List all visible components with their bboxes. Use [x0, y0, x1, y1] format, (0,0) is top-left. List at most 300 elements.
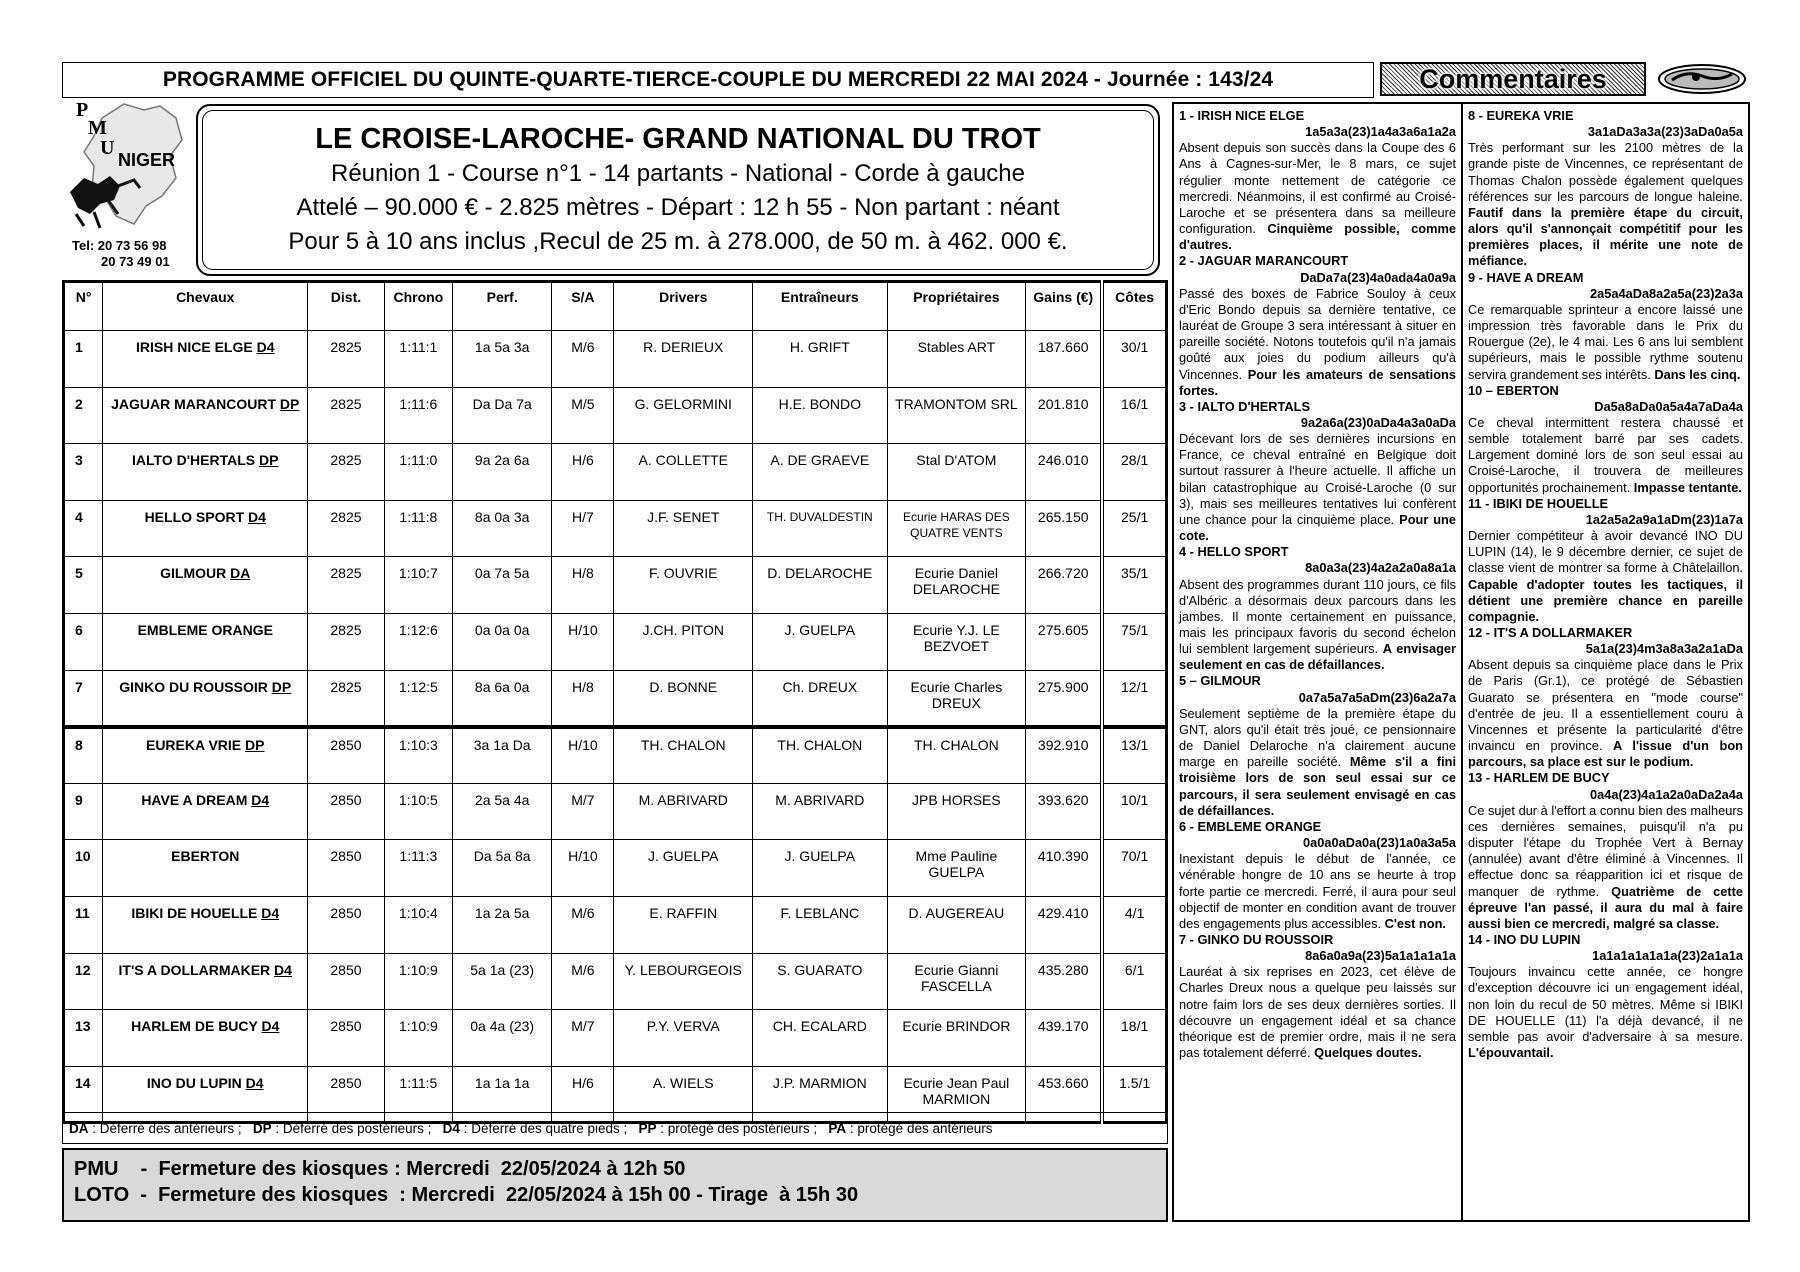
comment-body: Inexistant depuis le début de l'année, ce vénérable hongre de 10 ans se heurte à trop forte partie ce mercredi. Ferré, il aura pour seul objectif de monter en condition avant de trouver des engagements plus accessibles.	[1179, 851, 1456, 931]
table-row	[64, 500, 1167, 557]
cell-sa: H/8	[552, 670, 614, 727]
cell-num: 14	[64, 1066, 103, 1123]
cell-driver: M. ABRIVARD	[614, 783, 753, 840]
telephone-1: Tel: 20 73 56 98	[72, 238, 167, 253]
comment-verdict: Impasse tentante.	[1633, 479, 1742, 495]
shoeing-tag: DP	[279, 395, 300, 412]
cell-gains: 275.605	[1026, 613, 1103, 670]
comment-heading: 6 - EMBLEME ORANGE	[1179, 818, 1322, 834]
cell-owner: Ecurie Daniel DELAROCHE	[887, 557, 1026, 614]
runners-table	[62, 280, 1168, 1124]
loto-closing: LOTO - Fermeture des kiosques : Mercredi 22/05/2024 à 15h 00 - Tirage à 15h 30	[74, 1184, 859, 1206]
comment-heading: 10 – EBERTON	[1468, 382, 1559, 398]
cell-sa: M/6	[552, 896, 614, 953]
cell-driver: A. WIELS	[614, 1066, 753, 1123]
cell-chrono: 1:12:5	[384, 670, 452, 727]
comment-heading: 14 - INO DU LUPIN	[1468, 931, 1581, 947]
cell-num: 13	[64, 1010, 103, 1067]
shoeing-tag: D4	[261, 904, 280, 921]
table-row	[64, 896, 1167, 953]
cell-odds: 6/1	[1102, 953, 1166, 1010]
shoeing-tag: DP	[271, 678, 292, 695]
horse-name: HAVE A DREAM	[141, 791, 248, 808]
cell-horse	[103, 670, 308, 727]
race-info-box	[196, 104, 1160, 276]
comment-verdict: A l'issue d'un bon parcours, sa place est sur le podium.	[1468, 738, 1743, 770]
cell-gains: 392.910	[1026, 727, 1103, 784]
comment-performances: 5a1a(23)4m3a8a3a2a1aDa	[1585, 641, 1743, 657]
comment-body: Absent des programmes durant 110 jours, ce fils d'Albéric a désormais deux parcours dans les jambes. Il monte certainement en puissance, mais les principaux favoris du second échelon lui semblent largement supérieurs.	[1179, 576, 1456, 657]
comment-text	[1179, 706, 1456, 819]
cell-odds: 75/1	[1102, 613, 1166, 670]
cell-sa: H/6	[552, 1066, 614, 1123]
legend-text: : protégé des antérieurs	[846, 1120, 993, 1136]
comment-performances: 8a6a0a9a(23)5a1a1a1a1a	[1305, 948, 1456, 964]
comment-body: Toujours invaincu cette année, ce hongre d'exception découvre ici un engagement idéal, non loin du recul de 50 mètres. Même si IBIKI DE HOUELLE (11) l'a déjà devancé, il ne semble pas avoir d'adversaire à sa mesure.	[1468, 964, 1743, 1044]
comment-text	[1179, 286, 1456, 399]
cell-odds: 16/1	[1102, 387, 1166, 444]
cell-gains: 435.280	[1026, 953, 1103, 1010]
legend-code: DP	[252, 1120, 272, 1136]
cell-sa: H/10	[552, 840, 614, 897]
closing-times-box	[62, 1148, 1168, 1222]
cell-trainer: J. GUELPA	[753, 840, 888, 897]
cell-driver: J.F. SENET	[614, 500, 753, 557]
programme-title-text: PROGRAMME OFFICIEL DU QUINTE-QUARTE-TIERCE-COUPLE DU MERCREDI 22 MAI 2024 - Journée : 143/24	[162, 68, 1274, 91]
comment-text	[1179, 431, 1456, 544]
comment-performances: 2a5a4aDa8a2a5a(23)2a3a	[1590, 285, 1743, 301]
table-header-row	[64, 282, 1167, 331]
cell-owner: Stables ART	[887, 331, 1026, 388]
cell-perf: 0a 0a 0a	[453, 613, 552, 670]
cell-owner: Ecurie Gianni FASCELLA	[887, 953, 1026, 1010]
col-num: N°	[64, 282, 103, 331]
comment-performances: 0a7a5a7a5aDm(23)6a2a7a	[1298, 689, 1456, 705]
table-row	[64, 670, 1167, 727]
comment-heading: 7 - GINKO DU ROUSSOIR	[1179, 931, 1334, 947]
table-row	[64, 557, 1167, 614]
telephone-2: 20 73 49 01	[101, 254, 170, 269]
horse-name: GINKO DU ROUSSOIR	[119, 678, 268, 695]
cell-dist: 2850	[308, 727, 385, 784]
cell-trainer: A. DE GRAEVE	[753, 444, 888, 501]
cell-horse	[103, 727, 308, 784]
comment-performances: 8a0a3a(23)4a2a2a0a8a1a	[1305, 560, 1456, 576]
cell-horse	[103, 444, 308, 501]
comment-verdict: Dans les cinq.	[1654, 366, 1741, 382]
comment-performances: 9a2a6a(23)0aDa4a3a0aDa	[1300, 414, 1456, 430]
cell-odds: 18/1	[1102, 1010, 1166, 1067]
comments-header	[1380, 62, 1646, 96]
table-row	[64, 387, 1167, 444]
cell-sa: H/8	[552, 557, 614, 614]
comment-body: Ce sujet dur à l'effort a connu bien des malheurs ces dernières semaines, puisqu'il n'a pu disputer l'étape du Trophée Vert à Bernay (annulée) avant d'être éliminé à Vincennes. Il effectue donc sa réapparition ici et risque de manquer de rythme.	[1468, 802, 1743, 899]
cell-horse	[103, 783, 308, 840]
comment-body: Absent depuis son succès dans la Coupe des 6 Ans à Cagnes-sur-Mer, le 8 mars, ce sujet régulier monte nettement de catégorie ce mercredi. Néanmoins, il est confirmé au Croisé-Laroche et se présentera dans sa meilleure configuration.	[1179, 140, 1456, 237]
comment-verdict: Quatrième de cette épreuve l'an passé, il aura du mal à faire aussi bien ce mercredi, malgré sa classe.	[1468, 883, 1744, 931]
cell-gains: 201.810	[1026, 387, 1103, 444]
shoeing-tag: D4	[251, 791, 270, 808]
table-row	[64, 783, 1167, 840]
comment-verdict: Pour les amateurs de sensations fortes.	[1179, 366, 1456, 398]
cell-trainer: H. GRIFT	[753, 331, 888, 388]
cell-horse	[103, 1010, 308, 1067]
logo-letter-p: P	[76, 99, 89, 121]
cell-chrono: 1:11:8	[384, 500, 452, 557]
cell-horse	[103, 613, 308, 670]
cell-odds: 35/1	[1102, 557, 1166, 614]
legend-code: PA	[828, 1120, 847, 1136]
cell-dist: 2850	[308, 896, 385, 953]
cell-odds: 28/1	[1102, 444, 1166, 501]
cell-horse	[103, 953, 308, 1010]
cell-dist: 2850	[308, 953, 385, 1010]
cell-odds: 30/1	[1102, 331, 1166, 388]
race-details-3: Pour 5 à 10 ans inclus ,Recul de 25 m. à 278.000, de 50 m. à 462. 000 €.	[288, 228, 1068, 255]
comments-panel	[1172, 102, 1750, 1222]
cell-trainer: J. GUELPA	[753, 613, 888, 670]
comment-heading: 12 - IT'S A DOLLARMAKER	[1468, 625, 1633, 640]
comments-column-2	[1461, 104, 1748, 1220]
comment-text	[1468, 657, 1743, 770]
comment-performances: 1a2a5a2a9a1aDm(23)1a7a	[1585, 511, 1743, 527]
cell-owner: Stal D'ATOM	[887, 444, 1026, 501]
comment-body: Passé des boxes de Fabrice Souloy à ceux d'Eric Bondo depuis sa dernière tentative, ce lauréat de Groupe 3 sera intéressant à situer en pareille société. Notons toutefois qu'il n'a jamais goûté aux joies du podium ailleurs qu'à Vincennes.	[1179, 285, 1456, 382]
comment-verdict: Quelques doutes.	[1314, 1045, 1422, 1061]
oval-logo-icon	[1656, 62, 1748, 96]
horse-name: GILMOUR	[160, 565, 227, 582]
cell-sa: M/7	[552, 1010, 614, 1067]
shoeing-tag: DP	[259, 452, 279, 469]
cell-dist: 2825	[308, 670, 385, 727]
cell-dist: 2850	[308, 1066, 385, 1123]
cell-gains: 410.390	[1026, 840, 1103, 897]
cell-driver: Y. LEBOURGEOIS	[614, 953, 753, 1010]
comment-text	[1179, 964, 1456, 1061]
comment-body: Lauréat à six reprises en 2023, cet élève de Charles Dreux nous a quelque peu laissés sur notre faim lors de ses deux dernières sorties. Il découvre un engagement idéal et sa chance théorique est de premier ordre, mais il ne sera pas totalement déferré.	[1179, 964, 1456, 1061]
cell-perf: 3a 1a Da	[453, 727, 552, 784]
cell-chrono: 1:11:1	[384, 331, 452, 388]
col-owners: Propriétaires	[887, 282, 1026, 331]
comment-performances: DaDa7a(23)4a0ada4a0a9a	[1300, 269, 1456, 285]
cell-trainer: D. DELAROCHE	[753, 557, 888, 614]
cell-owner: Ecurie BRINDOR	[887, 1010, 1026, 1067]
cell-sa: M/6	[552, 331, 614, 388]
cell-owner: TH. CHALON	[887, 727, 1026, 784]
horse-name: IRISH NICE ELGE	[136, 339, 253, 355]
comment-performances: 0a4a(23)4a1a2a0aDa2a4a	[1590, 786, 1743, 802]
cell-chrono: 1:10:4	[384, 896, 452, 953]
col-gains: Gains (€)	[1026, 282, 1103, 331]
cell-perf: 1a 5a 3a	[453, 331, 552, 388]
col-horse: Chevaux	[103, 282, 308, 331]
cell-num: 7	[64, 670, 103, 727]
cell-owner: D. AUGEREAU	[887, 896, 1026, 953]
cell-gains: 429.410	[1026, 896, 1103, 953]
cell-dist: 2850	[308, 840, 385, 897]
logo-letter-u: U	[100, 137, 115, 159]
col-drivers: Drivers	[614, 282, 753, 331]
comment-heading: 8 - EUREKA VRIE	[1468, 108, 1574, 123]
cell-dist: 2825	[308, 387, 385, 444]
cell-num: 3	[64, 444, 103, 501]
race-title: LE CROISE-LAROCHE- GRAND NATIONAL DU TROT	[315, 123, 1041, 155]
cell-horse	[103, 557, 308, 614]
horse-name: JAGUAR MARANCOURT	[111, 395, 277, 412]
cell-trainer: F. LEBLANC	[753, 896, 888, 953]
horse-name: EBERTON	[171, 848, 240, 865]
logo-niger: NIGER	[118, 150, 176, 170]
comment-performances: Da5a8aDa0a5a4a7aDa4a	[1594, 398, 1743, 414]
comment-text	[1468, 964, 1743, 1061]
cell-num: 2	[64, 387, 103, 444]
cell-perf: 1a 2a 5a	[453, 896, 552, 953]
cell-gains: 265.150	[1026, 500, 1103, 557]
cell-perf: 9a 2a 6a	[453, 444, 552, 501]
table-row	[64, 444, 1167, 501]
cell-chrono: 1:10:9	[384, 1010, 452, 1067]
cell-dist: 2850	[308, 783, 385, 840]
comment-verdict: Pour une cote.	[1179, 511, 1456, 544]
cell-num: 4	[64, 500, 103, 557]
table-row	[64, 727, 1167, 784]
cell-trainer: CH. ECALARD	[753, 1010, 888, 1067]
cell-gains: 393.620	[1026, 783, 1103, 840]
table-row	[64, 1010, 1167, 1067]
cell-sa: H/10	[552, 613, 614, 670]
comments-header-text: Commentaires	[1419, 63, 1607, 94]
table-row	[64, 953, 1167, 1010]
cell-gains: 246.010	[1026, 444, 1103, 501]
cell-trainer: M. ABRIVARD	[753, 783, 888, 840]
legend-code: PP	[638, 1120, 657, 1136]
cell-horse	[103, 896, 308, 953]
comment-performances: 0a0a0aDa0a(23)1a0a3a5a	[1303, 835, 1456, 851]
comment-body: Absent depuis sa cinquième place dans le Prix de Paris (Gr.1), ce protégé de Sébastien Guarato se présentera en "mode course" d'entrée de jeu. Il a essentiellement couru à Vincennes et présente la particularité d'être invaincu en province.	[1468, 657, 1743, 754]
cell-dist: 2825	[308, 613, 385, 670]
comment-performances: 3a1aDa3a3a(23)3aDa0a5a	[1587, 124, 1743, 140]
comment-body: Décevant lors de ses dernières incursions en France, ce cheval entraîné en Belgique doit surtout rassurer à l'heure actuelle. Il affiche un bilan catastrophique au Croisé-Laroche (0 sur 3), mais ses meilleures tentatives lui confèrent une chance pour la cinquième place.	[1179, 431, 1456, 527]
horse-name: HELLO SPORT	[144, 508, 245, 525]
cell-perf: 8a 6a 0a	[453, 670, 552, 727]
cell-trainer: Ch. DREUX	[753, 670, 888, 727]
cell-sa: M/6	[552, 953, 614, 1010]
cell-num: 12	[64, 953, 103, 1010]
comment-body: Très performant sur les 2100 mètres de la grande piste de Vincennes, ce représentant de Thomas Chalon possède également quelques références sur les parcours de longue haleine.	[1468, 140, 1743, 204]
cell-owner: TRAMONTOM SRL	[887, 387, 1026, 444]
cell-driver: TH. CHALON	[614, 727, 753, 784]
comment-body: Ce remarquable sprinteur a encore laissé une impression très favorable dans le Prix du Rouergue (2e), le 4 mai. Les 6 ans lui semblent supérieurs, mais le possible rythme soutenu servira grandement ses intérêts.	[1468, 301, 1743, 382]
comment-performances: 1a5a3a(23)1a4a3a6a1a2a	[1305, 124, 1456, 140]
cell-horse	[103, 331, 308, 388]
horse-name: IT'S A DOLLARMAKER	[118, 961, 271, 978]
comment-verdict: Même s'il a fini troisième lors de son seul essai sur ce parcours, il sera seulement envisagé en cas de défaillances.	[1179, 754, 1456, 818]
shoeing-tag: D4	[245, 1074, 264, 1091]
comment-verdict: L'épouvantail.	[1468, 1045, 1554, 1061]
programme-title	[62, 62, 1374, 98]
cell-odds: 13/1	[1102, 727, 1166, 784]
cell-chrono: 1:11:0	[384, 444, 452, 501]
logo-letter-m: M	[88, 117, 107, 139]
cell-num: 11	[64, 896, 103, 953]
comment-verdict: C'est non.	[1384, 915, 1446, 931]
cell-odds: 4/1	[1102, 896, 1166, 953]
comment-body: Ce cheval intermittent restera chaussé et semble totalement barré par ses cadets. Largement dominé lors de son seul essai au Croisé-Laroche, il trouvera de meilleures opportunités prochainement.	[1468, 414, 1743, 495]
cell-owner: Mme Pauline GUELPA	[887, 840, 1026, 897]
comment-heading: 2 - JAGUAR MARANCOURT	[1179, 253, 1349, 269]
cell-chrono: 1:10:5	[384, 783, 452, 840]
horse-name: IBIKI DE HOUELLE	[131, 904, 258, 921]
cell-trainer: S. GUARATO	[753, 953, 888, 1010]
legend-code: DA	[69, 1120, 89, 1136]
cell-num: 8	[64, 727, 103, 784]
legend-text: : protégé des postérieurs ;	[656, 1120, 829, 1136]
cell-perf: 1a 1a 1a	[453, 1066, 552, 1123]
shoeing-tag: D4	[256, 339, 275, 355]
pmu-niger-logo	[64, 96, 194, 236]
cell-horse	[103, 840, 308, 897]
comment-text	[1179, 140, 1456, 253]
cell-num: 10	[64, 840, 103, 897]
shoeing-tag: DP	[245, 736, 265, 753]
cell-gains: 453.660	[1026, 1066, 1103, 1123]
cell-chrono: 1:11:6	[384, 387, 452, 444]
comment-text	[1179, 851, 1456, 932]
legend-text: : Déferré des antérieurs ;	[88, 1120, 253, 1136]
table-row	[64, 613, 1167, 670]
cell-num: 6	[64, 613, 103, 670]
col-odds: Côtes	[1102, 282, 1166, 331]
race-details-1: Réunion 1 - Course n°1 - 14 partants - National - Corde à gauche	[331, 160, 1025, 187]
comment-verdict: Fautif dans la première étape du circuit, alors qu'il s'annonçait compétitif pour les premières places, il mérite une note de méfiance.	[1468, 204, 1743, 269]
table-row	[64, 840, 1167, 897]
cell-sa: H/7	[552, 500, 614, 557]
cell-dist: 2825	[308, 557, 385, 614]
cell-gains: 266.720	[1026, 557, 1103, 614]
cell-perf: 0a 7a 5a	[453, 557, 552, 614]
legend-text: : Déferré des quatre pieds ;	[459, 1120, 639, 1136]
comment-text	[1468, 415, 1743, 496]
comment-text	[1468, 803, 1743, 932]
cell-perf: 8a 0a 3a	[453, 500, 552, 557]
cell-driver: J.CH. PITON	[614, 613, 753, 670]
cell-chrono: 1:10:3	[384, 727, 452, 784]
cell-chrono: 1:10:7	[384, 557, 452, 614]
horse-name: EUREKA VRIE	[145, 736, 242, 753]
comments-column-1	[1174, 104, 1461, 1220]
comment-performances: 1a1a1a1a1a1a(23)2a1a1a	[1592, 948, 1743, 964]
shoeing-legend	[62, 1112, 1168, 1144]
cell-driver: F. OUVRIE	[614, 557, 753, 614]
cell-driver: P.Y. VERVA	[614, 1010, 753, 1067]
cell-chrono: 1:10:9	[384, 953, 452, 1010]
cell-driver: A. COLLETTE	[614, 444, 753, 501]
cell-sa: M/7	[552, 783, 614, 840]
cell-owner: JPB HORSES	[887, 783, 1026, 840]
cell-horse	[103, 500, 308, 557]
comment-heading: 3 - IALTO D'HERTALS	[1179, 398, 1311, 414]
col-dist: Dist.	[308, 282, 385, 331]
col-sa: S/A	[552, 282, 614, 331]
cell-gains: 187.660	[1026, 331, 1103, 388]
comment-heading: 1 - IRISH NICE ELGE	[1179, 108, 1305, 123]
comment-heading: 13 - HARLEM DE BUCY	[1468, 770, 1610, 786]
cell-perf: Da 5a 8a	[453, 840, 552, 897]
telephone-block	[72, 238, 170, 270]
cell-dist: 2850	[308, 1010, 385, 1067]
comment-verdict: Cinquième possible, comme d'autres.	[1179, 221, 1456, 253]
table-row	[64, 331, 1167, 388]
cell-horse	[103, 387, 308, 444]
cell-num: 1	[64, 331, 103, 388]
comment-text	[1468, 140, 1743, 269]
cell-sa: H/10	[552, 727, 614, 784]
cell-driver: E. RAFFIN	[614, 896, 753, 953]
cell-chrono: 1:11:3	[384, 840, 452, 897]
cell-gains: 439.170	[1026, 1010, 1103, 1067]
cell-owner: Ecurie Charles DREUX	[887, 670, 1026, 727]
cell-sa: H/6	[552, 444, 614, 501]
cell-chrono: 1:12:6	[384, 613, 452, 670]
legend-text: : Déferré des postérieurs ;	[271, 1120, 443, 1136]
comment-verdict: Capable d'adopter toutes les tactiques, il détient une première chance en pareille compagnie.	[1468, 576, 1743, 624]
shoeing-tag: D4	[274, 961, 292, 978]
comment-heading: 4 - HELLO SPORT	[1179, 544, 1289, 560]
horse-name: EMBLEME ORANGE	[137, 621, 273, 638]
legend-code: D4	[442, 1120, 460, 1136]
comment-heading: 11 - IBIKI DE HOUELLE	[1468, 495, 1609, 511]
cell-dist: 2825	[308, 444, 385, 501]
cell-perf: 0a 4a (23)	[453, 1010, 552, 1067]
comment-text	[1179, 577, 1456, 674]
comment-body: Dernier compétiteur à avoir devancé INO DU LUPIN (14), le 9 décembre dernier, ce sujet de classe vient de montrer sa forme à Châtelaillon.	[1468, 528, 1743, 576]
cell-driver: J. GUELPA	[614, 840, 753, 897]
comment-text	[1468, 302, 1743, 383]
shoeing-tag: DA	[230, 565, 251, 582]
cell-trainer: TH. CHALON	[753, 727, 888, 784]
cell-owner: Ecurie Jean Paul MARMION	[887, 1066, 1026, 1123]
cell-chrono: 1:11:5	[384, 1066, 452, 1123]
cell-num: 9	[64, 783, 103, 840]
comment-heading: 9 - HAVE A DREAM	[1468, 269, 1584, 285]
comment-heading: 5 – GILMOUR	[1179, 673, 1261, 689]
cell-odds: 25/1	[1102, 500, 1166, 557]
cell-driver: G. GELORMINI	[614, 387, 753, 444]
col-perf: Perf.	[453, 282, 552, 331]
cell-perf: 2a 5a 4a	[453, 783, 552, 840]
comment-body: Seulement septième de la première étape du GNT, alors qu'il était très joué, ce pensionnaire de Daniel Delaroche n'a clairement aucune marge en pareille société.	[1179, 705, 1456, 770]
cell-odds: 1.5/1	[1102, 1066, 1166, 1123]
cell-odds: 12/1	[1102, 670, 1166, 727]
cell-trainer: TH. DUVALDESTIN	[753, 500, 888, 557]
cell-dist: 2825	[308, 331, 385, 388]
horse-name: HARLEM DE BUCY	[131, 1018, 258, 1035]
pmu-closing: PMU - Fermeture des kiosques : Mercredi 22/05/2024 à 12h 50	[74, 1158, 686, 1180]
horse-name: IALTO D'HERTALS	[132, 452, 256, 469]
cell-perf: 5a 1a (23)	[453, 953, 552, 1010]
horse-name: INO DU LUPIN	[146, 1074, 242, 1091]
cell-perf: Da Da 7a	[453, 387, 552, 444]
comment-verdict: A envisager seulement en cas de défaillances.	[1179, 641, 1457, 673]
shoeing-tag: D4	[261, 1018, 280, 1035]
cell-odds: 70/1	[1102, 840, 1166, 897]
cell-trainer: H.E. BONDO	[753, 387, 888, 444]
shoeing-tag: D4	[248, 508, 266, 525]
cell-trainer: J.P. MARMION	[753, 1066, 888, 1123]
comment-text	[1468, 528, 1743, 625]
cell-driver: R. DERIEUX	[614, 331, 753, 388]
cell-owner: Ecurie HARAS DES QUATRE VENTS	[887, 500, 1026, 557]
